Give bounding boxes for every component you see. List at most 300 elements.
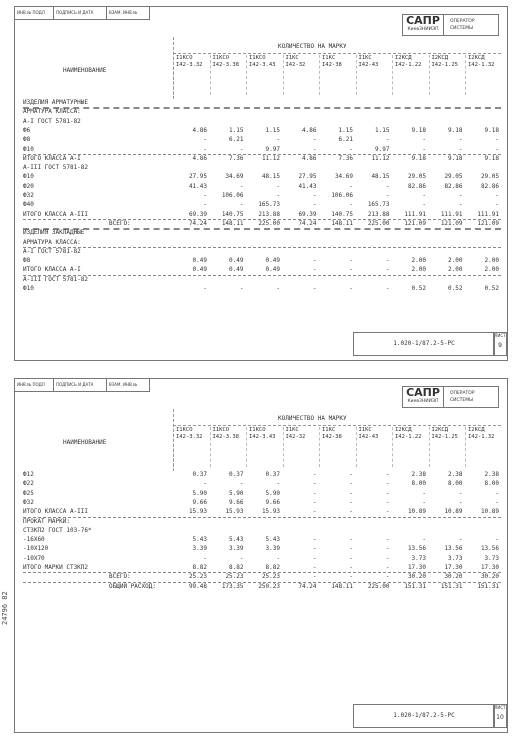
column-header-series: I1КС [322, 427, 336, 433]
column-header-mark: I42-32 [285, 433, 306, 440]
row-value: - [458, 536, 463, 544]
table-row [23, 499, 501, 507]
vzam-inv-cell: ВЗАМ. ИНВ.№ [107, 379, 150, 391]
row-value: 15.93 [261, 508, 280, 516]
row-value: - [422, 192, 426, 199]
row-label: ПРОКАТ МАРКИ: [23, 517, 70, 525]
row-value: - [385, 285, 390, 292]
column-header-series: I1КСО [212, 427, 230, 433]
column-header-mark: I42-3.38 [212, 61, 239, 68]
row-label: ОБЩИЙ РАСХОД: [109, 582, 156, 590]
row-value: - [203, 480, 207, 488]
table-row [23, 248, 501, 256]
column-header-mark: I42-3.43 [249, 61, 276, 68]
row-label: А-I ГОСТ 5781-82 [23, 117, 81, 125]
row-value: 82.86 [407, 182, 426, 190]
signature-date-cell: ПОДПИСЬ И ДАТА [54, 379, 107, 391]
column-header-mark: I42-38 [322, 61, 342, 68]
row-value: 106.06 [221, 192, 244, 199]
row-value: 213.88 [258, 210, 280, 218]
row-value: - [495, 201, 499, 209]
table-row [23, 285, 501, 293]
row-value: - [239, 182, 244, 190]
row-label: -10Х120 [23, 545, 49, 553]
row-value: 2.38 [448, 471, 463, 478]
row-value: 34.69 [334, 173, 353, 181]
table-row [23, 490, 501, 498]
row-value: - [458, 136, 463, 144]
row-value: - [349, 554, 353, 562]
row-value: 3.73 [484, 554, 499, 562]
row-value: - [349, 545, 353, 553]
row-value: 29.05 [407, 173, 426, 181]
table-row [23, 136, 501, 144]
table-row [23, 192, 501, 200]
column-header-series: I1КСО [212, 55, 230, 61]
row-value: 9.18 [411, 154, 426, 162]
doc-number: 1.020-1/87.2-5-РС [354, 333, 495, 355]
row-value: 4.86 [302, 154, 317, 162]
row-value: 0.52 [484, 285, 499, 292]
row-value: 4.86 [192, 126, 207, 134]
title-strip [15, 379, 150, 392]
doc-footer [353, 332, 495, 356]
row-value: 99.48 [188, 582, 207, 590]
row-value: 11.12 [261, 154, 280, 162]
system-label: СИСТЕМЫ [450, 26, 474, 31]
row-value: 25.23 [261, 573, 280, 581]
table-header [23, 409, 501, 467]
column-header-series: I2КСД [395, 55, 412, 61]
row-value: - [385, 182, 390, 190]
row-label: ВСЕГО: [109, 219, 131, 227]
table-row [23, 583, 501, 591]
row-value: 111.91 [404, 210, 426, 218]
row-value: - [422, 498, 426, 506]
sapr-stamp [402, 14, 499, 36]
row-value: - [276, 480, 280, 488]
sheet-10 [14, 378, 508, 733]
row-label: Ф20 [23, 182, 34, 190]
row-value: 1.15 [265, 126, 280, 134]
doc-number: 1.020-1/87.2-5-РС [354, 705, 495, 727]
row-value: - [458, 498, 463, 506]
row-value: 9.66 [192, 498, 207, 506]
sheet-number: 10 [496, 714, 504, 721]
row-value: - [312, 471, 317, 478]
row-label: Ф32 [23, 192, 34, 199]
row-value: - [312, 508, 317, 516]
column-header-series: I1КСО [176, 427, 193, 433]
row-value: 25.23 [188, 573, 207, 581]
row-value: 140.75 [221, 210, 244, 218]
operator-label: ОПЕРАТОР [450, 19, 475, 24]
row-label: А-III ГОСТ 5781-82 [23, 164, 89, 172]
column-header-mark: I42-1.25 [431, 61, 458, 68]
row-value: 11.12 [371, 154, 390, 162]
row-value: - [495, 145, 499, 153]
row-value: 17.30 [444, 564, 463, 571]
row-value: 8.82 [265, 564, 280, 571]
row-value: 111.91 [477, 210, 499, 218]
table-row [23, 211, 501, 219]
row-value: 1.15 [338, 126, 353, 134]
sapr-logo: САПР [406, 14, 440, 27]
row-label: Ф8 [23, 257, 31, 265]
table-row [23, 266, 501, 274]
row-value: 74.24 [298, 219, 317, 227]
row-value: 25.23 [225, 573, 244, 581]
row-value: 2.00 [411, 257, 426, 265]
row-value: - [239, 554, 244, 562]
row-value: - [312, 480, 317, 488]
row-value: 0.49 [229, 257, 244, 265]
row-value: 41.43 [298, 182, 317, 190]
row-value: - [312, 285, 317, 292]
row-value: - [385, 554, 390, 562]
row-value: - [422, 136, 426, 144]
row-label: ИТОГО КЛАССА А-I [23, 154, 81, 162]
signature-date-cell: ПОДПИСЬ И ДАТА [54, 7, 107, 19]
quantity-header: КОЛИЧЕСТВО НА МАРКУ [278, 415, 347, 422]
row-value: 9.18 [484, 126, 499, 134]
row-value: - [422, 201, 426, 209]
column-header [468, 55, 507, 68]
row-value: 7.36 [338, 154, 353, 162]
row-value: 0.49 [229, 266, 244, 274]
inv-podl-cell: ИНВ.№ ПОДЛ [15, 7, 54, 19]
row-label: ИТОГО КЛАССА А-III [23, 210, 89, 218]
column-header-mark: I42-1.32 [468, 61, 495, 68]
row-value: 5.90 [229, 489, 244, 497]
row-label: Ф22 [23, 480, 34, 488]
row-value: - [495, 192, 499, 199]
row-value: - [312, 201, 317, 209]
row-value: - [385, 498, 390, 506]
row-value: 2.00 [484, 257, 499, 265]
row-value: 1.15 [375, 126, 390, 134]
row-value: - [312, 573, 317, 581]
system-label: СИСТЕМЫ [450, 398, 474, 403]
row-value: - [349, 508, 353, 516]
row-value: - [349, 498, 353, 506]
row-value: 0.49 [265, 257, 280, 265]
sheet-number: 9 [498, 342, 502, 349]
row-value: - [349, 536, 353, 544]
row-value: - [312, 192, 317, 199]
row-label: Ф10 [23, 173, 34, 181]
row-value: 0.37 [265, 471, 280, 478]
row-value: - [385, 489, 390, 497]
sapr-stamp [402, 386, 499, 408]
row-value: - [312, 489, 317, 497]
column-header-series: I2КСД [431, 55, 449, 61]
row-value: - [349, 285, 353, 292]
row-value: 9.97 [265, 145, 280, 153]
table-row [23, 108, 501, 116]
table-row [23, 536, 501, 544]
row-value: 140.75 [331, 210, 353, 218]
row-value: 5.43 [192, 536, 207, 544]
row-value: 13.56 [444, 545, 463, 553]
row-value: - [422, 536, 426, 544]
row-label: Ф6 [23, 126, 31, 134]
row-value: - [239, 201, 244, 209]
row-value: - [458, 145, 463, 153]
column-header-series: I2КСД [395, 427, 412, 433]
row-value: 121.09 [404, 219, 426, 227]
quantity-header: КОЛИЧЕСТВО НА МАРКУ [278, 43, 347, 50]
table-row [23, 173, 501, 181]
sheet-9 [14, 6, 508, 361]
row-value: 9.18 [448, 126, 463, 134]
table-row [23, 201, 501, 209]
row-value: - [349, 573, 353, 581]
name-column-header: НАИМЕНОВАНИЕ [63, 439, 107, 446]
column-header-series: I2КСД [431, 427, 449, 433]
table-row [23, 276, 501, 284]
title-strip [15, 7, 150, 20]
row-label: ВСЕГО: [109, 573, 131, 581]
row-value: 0.52 [448, 285, 463, 292]
table-row [23, 229, 501, 237]
column-header-mark: I42-3.32 [176, 433, 203, 440]
row-label: А-III ГОСТ 5781-82 [23, 275, 89, 283]
row-value: 74.24 [298, 582, 317, 590]
row-value: 3.39 [192, 545, 207, 553]
row-value: 0.37 [192, 471, 207, 478]
row-label: АРМАТУРА КЛАССА: [23, 238, 81, 246]
row-value: - [458, 192, 463, 199]
column-header-mark: I42-3.38 [212, 433, 239, 440]
row-value: 151.31 [440, 582, 463, 590]
row-value: 9.66 [265, 498, 280, 506]
row-value: 8.00 [484, 480, 499, 488]
row-value: 173.35 [221, 582, 244, 590]
row-value: 1.15 [229, 126, 244, 134]
column-header-mark: I42-3.32 [176, 61, 203, 68]
row-value: - [349, 182, 353, 190]
row-value: 17.30 [480, 564, 499, 571]
row-value: 225.00 [367, 219, 390, 227]
row-value: 148.11 [331, 582, 353, 590]
column-header-series: I1КСО [249, 427, 266, 433]
table-row [23, 118, 501, 126]
table-row [23, 220, 501, 228]
column-header-series: I2КСД [468, 55, 485, 61]
row-value: 225.00 [258, 219, 280, 227]
column-header-mark: I42-1.22 [395, 61, 422, 68]
column-header-series: I1КС [285, 55, 299, 61]
row-value: 225.00 [367, 582, 390, 590]
row-value: 10.89 [444, 508, 463, 516]
row-value: - [312, 257, 317, 265]
row-value: - [349, 266, 353, 274]
row-value: - [385, 573, 390, 581]
row-value: - [385, 564, 390, 571]
row-value: - [385, 480, 390, 488]
row-value: - [349, 480, 353, 488]
table-row [23, 518, 501, 526]
row-label: ИЗДЕЛИЯ АРМАТУРНЫЕ [23, 99, 89, 106]
row-value: 41.43 [188, 182, 207, 190]
row-label: -16Х60 [23, 536, 45, 544]
row-value: - [312, 498, 317, 506]
column-header-series: I2КСД [468, 427, 485, 433]
table-row [23, 564, 501, 572]
row-value: - [239, 285, 244, 292]
row-value: - [312, 536, 317, 544]
row-value: - [239, 145, 244, 153]
row-value: - [458, 201, 463, 209]
row-value: 0.37 [229, 471, 244, 478]
table-row [23, 471, 501, 479]
row-label: Ф32 [23, 498, 34, 506]
column-header-series: I1КС [285, 427, 299, 433]
table-row [23, 239, 501, 247]
row-value: 7.36 [229, 154, 244, 162]
row-label: Ф10 [23, 285, 34, 292]
row-value: 148.11 [221, 219, 244, 227]
row-value: 9.97 [375, 145, 390, 153]
sheet-label: ЛИСТ [494, 333, 506, 338]
row-value: 8.82 [192, 564, 207, 571]
table-header [23, 37, 501, 95]
column-header-series: I1КС [358, 427, 372, 433]
column-header-mark: I42-1.32 [468, 433, 495, 440]
row-value: - [312, 266, 317, 274]
row-value: 69.39 [188, 210, 207, 218]
margin-handwritten-number: 24796 82 [1, 591, 9, 625]
column-header-mark: I42-32 [285, 61, 306, 68]
sheet-label: ЛИСТ [494, 705, 506, 710]
column-header-mark: I42-38 [322, 433, 342, 440]
row-value: - [276, 285, 280, 292]
row-value: 29.05 [444, 173, 463, 181]
row-value: 0.49 [265, 266, 280, 274]
row-value: 30.20 [480, 573, 499, 581]
row-value: 2.00 [484, 266, 499, 274]
row-value: 9.18 [411, 126, 426, 134]
inv-podl-cell: ИНВ.№ ПОДЛ [15, 379, 54, 391]
row-value: - [495, 489, 499, 497]
row-value: 111.91 [440, 210, 463, 218]
row-value: - [385, 192, 390, 199]
sapr-org: КиевЗНИИЭП [407, 399, 439, 404]
row-value: - [312, 564, 317, 571]
row-value: 34.69 [225, 173, 244, 181]
row-label: ИЗДЕЛИЯ ЗАКЛАДНЫЕ [23, 229, 85, 237]
row-value: - [349, 471, 353, 478]
row-value: - [276, 554, 280, 562]
table-row [23, 555, 501, 563]
row-label: Ф10 [23, 145, 34, 153]
row-value: 8.00 [411, 480, 426, 488]
doc-footer [353, 704, 495, 728]
row-value: - [495, 536, 499, 544]
row-label: Ф25 [23, 489, 34, 497]
row-value: 17.30 [407, 564, 426, 571]
column-header-mark: I42-3.43 [249, 433, 276, 440]
row-value: 165.73 [367, 201, 390, 209]
row-value: 9.66 [229, 498, 244, 506]
row-label: Ф40 [23, 201, 34, 209]
row-label: А-I ГОСТ 5781-82 [23, 247, 81, 255]
row-value: 15.93 [188, 508, 207, 516]
table-row [23, 99, 501, 107]
column-header-series: I1КС [322, 55, 336, 61]
row-value: - [276, 192, 280, 199]
row-value: 5.43 [229, 536, 244, 544]
sapr-logo: САПР [406, 386, 440, 399]
row-value: - [312, 545, 317, 553]
row-value: - [349, 201, 353, 209]
row-value: 151.31 [404, 582, 426, 590]
row-value: - [276, 136, 280, 144]
row-value: 6.21 [229, 136, 244, 144]
row-label: Ф8 [23, 136, 31, 144]
row-value: 82.86 [480, 182, 499, 190]
row-value: 2.38 [411, 471, 426, 478]
row-value: 82.86 [444, 182, 463, 190]
table-row [23, 527, 501, 535]
row-value: 27.95 [298, 173, 317, 181]
row-value: 30.20 [444, 573, 463, 581]
row-label: -10Х70 [23, 554, 45, 562]
row-value: 10.89 [407, 508, 426, 516]
row-value: - [349, 564, 353, 571]
row-value: 5.43 [265, 536, 280, 544]
row-value: - [203, 554, 207, 562]
table-row [23, 545, 501, 553]
row-label: Ф12 [23, 471, 34, 478]
vzam-inv-cell: ВЗАМ. ИНВ.№ [107, 7, 150, 19]
row-value: 74.24 [188, 219, 207, 227]
row-value: 2.00 [448, 266, 463, 274]
row-value: - [312, 136, 317, 144]
row-label: СТ3КП2 ГОСТ 103-76* [23, 526, 92, 534]
row-value: 5.90 [265, 489, 280, 497]
row-value: 6.21 [338, 136, 353, 144]
column-header-mark: I42-1.22 [395, 433, 422, 440]
row-value: - [385, 508, 390, 516]
row-label: ИТОГО КЛАССА А-I [23, 266, 81, 274]
row-value: 15.93 [225, 508, 244, 516]
column-header [468, 427, 507, 440]
row-value: 213.88 [367, 210, 390, 218]
row-value: - [203, 136, 207, 144]
column-header-series: I1КСО [249, 55, 266, 61]
row-value: 250.23 [258, 582, 280, 590]
row-value: 0.49 [192, 257, 207, 265]
row-value: 0.49 [192, 266, 207, 274]
row-value: 148.11 [331, 219, 353, 227]
row-value: - [385, 136, 390, 144]
row-label: АРМАТУРА КЛАССА: [23, 108, 81, 116]
table-row [23, 155, 501, 163]
row-value: 4.86 [302, 126, 317, 134]
row-value: - [385, 471, 390, 478]
row-value: - [422, 489, 426, 497]
row-value: - [203, 145, 207, 153]
row-value: 2.00 [448, 257, 463, 265]
row-value: - [203, 201, 207, 209]
row-value: 2.00 [411, 266, 426, 274]
row-value: - [385, 545, 390, 553]
row-label: ИТОГО МАРКИ СТ3КП2 [23, 564, 89, 571]
row-value: 4.86 [192, 154, 207, 162]
table-row [23, 127, 501, 135]
